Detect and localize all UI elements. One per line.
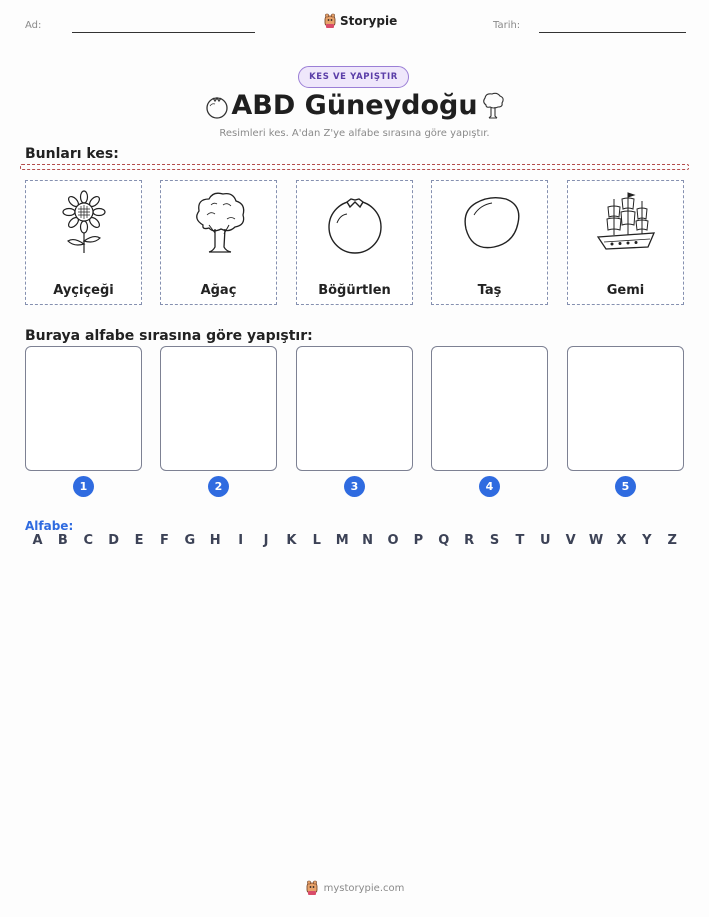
slot-number-badge: 5 bbox=[615, 476, 636, 497]
card-label: Taş bbox=[477, 283, 502, 298]
sunflower-icon bbox=[54, 189, 114, 255]
alphabet-label: Alfabe: bbox=[25, 519, 74, 533]
activity-tag: KES VE YAPIŞTIR bbox=[298, 66, 409, 88]
alphabet-letter: B bbox=[57, 533, 68, 548]
alphabet-letter: I bbox=[238, 533, 244, 548]
alphabet-letter: K bbox=[286, 533, 297, 548]
alphabet-letter: A bbox=[32, 533, 43, 548]
alphabet-letter: H bbox=[209, 533, 221, 548]
alphabet-letter: Q bbox=[438, 533, 450, 548]
slot-number-badge: 1 bbox=[73, 476, 94, 497]
date-line bbox=[539, 32, 686, 33]
name-label: Ad: bbox=[25, 20, 42, 31]
cut-card-berry[interactable] bbox=[296, 180, 413, 305]
alphabet-letter: P bbox=[413, 533, 424, 548]
paste-slot-3[interactable] bbox=[296, 346, 413, 471]
alphabet-letter: Z bbox=[667, 533, 677, 548]
paste-slot-1[interactable] bbox=[25, 346, 142, 471]
cut-line bbox=[20, 164, 689, 170]
cut-section-label: Bunları kes: bbox=[25, 146, 119, 162]
alphabet-letter: J bbox=[263, 533, 269, 548]
slot-number-badge: 2 bbox=[208, 476, 229, 497]
alphabet-letter: N bbox=[362, 533, 374, 548]
alphabet-letter: D bbox=[108, 533, 120, 548]
ship-icon bbox=[596, 189, 656, 255]
cut-card-ship[interactable] bbox=[567, 180, 684, 305]
brand-logo bbox=[323, 13, 397, 29]
berry-icon bbox=[325, 189, 385, 255]
alphabet-letter: U bbox=[540, 533, 551, 548]
brand-name: Storypie bbox=[340, 14, 398, 28]
alphabet-letter: M bbox=[335, 533, 349, 548]
card-label: Ağaç bbox=[200, 283, 237, 298]
paste-slot-5[interactable] bbox=[567, 346, 684, 471]
alphabet-letter: S bbox=[489, 533, 500, 548]
alphabet-letter: R bbox=[464, 533, 475, 548]
alphabet-letter: L bbox=[312, 533, 321, 548]
stone-icon bbox=[460, 189, 520, 255]
card-label: Gemi bbox=[606, 283, 645, 298]
paste-section-label: Buraya alfabe sırasına göre yapıştır: bbox=[25, 328, 313, 344]
cut-card-tree[interactable] bbox=[160, 180, 277, 305]
alphabet-letter: O bbox=[387, 533, 399, 548]
alphabet-letter: Y bbox=[642, 533, 652, 548]
date-label: Tarih: bbox=[493, 20, 521, 31]
card-label: Ayçiçeği bbox=[53, 283, 114, 298]
storypie-mascot-icon bbox=[323, 13, 337, 29]
tree-icon bbox=[189, 189, 249, 255]
alphabet-letter: G bbox=[184, 533, 196, 548]
card-label: Böğürtlen bbox=[318, 283, 391, 298]
cut-card-sunflower[interactable] bbox=[25, 180, 142, 305]
alphabet-row bbox=[25, 533, 685, 548]
alphabet-letter: E bbox=[134, 533, 144, 548]
alphabet-letter: F bbox=[160, 533, 169, 548]
instructions: Resimleri kes. A'dan Z'ye alfabe sırasına göre yapıştır. bbox=[219, 128, 490, 139]
name-line bbox=[72, 32, 255, 33]
worksheet-header bbox=[0, 0, 709, 50]
footer-url: mystorypie.com bbox=[323, 882, 405, 894]
alphabet-letter: X bbox=[616, 533, 627, 548]
slot-number-badge: 3 bbox=[344, 476, 365, 497]
page-title: ABD Güneydoğu bbox=[231, 90, 478, 121]
footer bbox=[0, 880, 709, 896]
alphabet-letter: W bbox=[588, 533, 604, 548]
slot-number-badge: 4 bbox=[479, 476, 500, 497]
alphabet-letter: C bbox=[83, 533, 94, 548]
alphabet-letter: V bbox=[565, 533, 576, 548]
tree-icon bbox=[478, 90, 508, 120]
cut-card-stone[interactable] bbox=[431, 180, 548, 305]
storypie-mascot-icon bbox=[305, 880, 319, 896]
paste-slot-4[interactable] bbox=[431, 346, 548, 471]
alphabet-letter: T bbox=[515, 533, 525, 548]
paste-slot-2[interactable] bbox=[160, 346, 277, 471]
